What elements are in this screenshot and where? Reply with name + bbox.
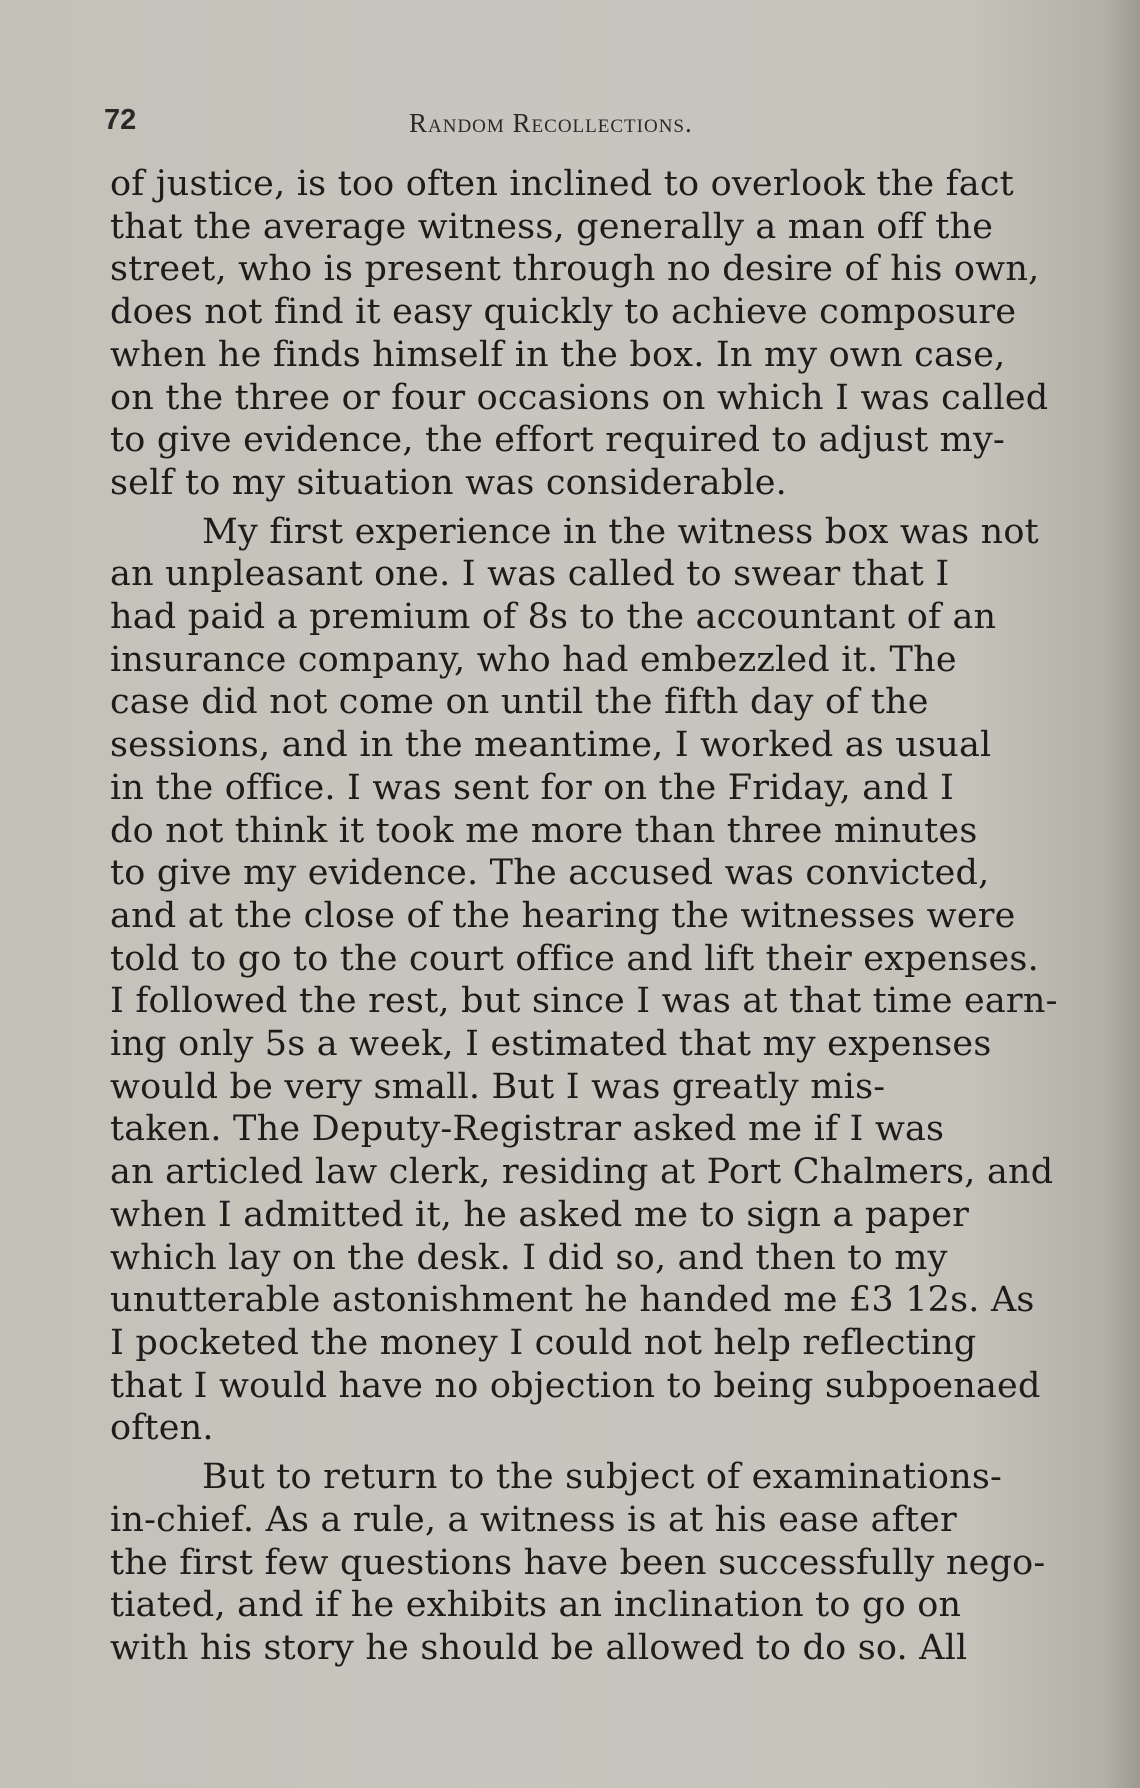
text-line: in the office. I was sent for on the Friday, and I <box>110 767 955 808</box>
text-line: when I admitted it, he asked me to sign a paper <box>110 1194 970 1235</box>
running-title: Random Recollections. <box>409 108 693 138</box>
body-text <box>110 163 1100 1670</box>
text-line: of justice, is too often inclined to overlook the fact <box>110 164 1014 204</box>
text-line: My first experience in the witness box was not <box>202 511 1039 552</box>
text-line: and at the close of the hearing the witnesses were <box>110 895 1016 936</box>
running-header <box>104 104 1056 144</box>
text-line: But to return to the subject of examinations- <box>202 1457 1003 1498</box>
text-line: when he finds himself in the box. In my own case, <box>110 334 1006 375</box>
text-line: does not find it easy quickly to achieve composure <box>110 292 1017 333</box>
text-line: had paid a premium of 8s to the accountant of an <box>110 597 997 638</box>
text-line: often. <box>110 1408 214 1449</box>
paragraph-3 <box>110 1456 1100 1670</box>
text-line: told to go to the court office and lift their expenses. <box>110 938 1039 979</box>
text-line: in-chief. As a rule, a witness is at his ease after <box>110 1499 957 1540</box>
text-line: unutterable astonishment he handed me £3 12s. As <box>110 1280 1035 1321</box>
text-line: sessions, and in the meantime, I worked as usual <box>110 725 992 766</box>
text-line: tiated, and if he exhibits an inclination to go on <box>110 1585 962 1626</box>
text-line: case did not come on until the fifth day of the <box>110 682 929 723</box>
text-line: an articled law clerk, residing at Port Chalmers, and <box>110 1152 1054 1193</box>
text-line: do not think it took me more than three minutes <box>110 810 978 851</box>
text-line: I followed the rest, but since I was at that time earn- <box>110 981 1058 1022</box>
page-number: 72 <box>104 104 137 136</box>
text-line: street, who is present through no desire of his own, <box>110 249 1040 290</box>
paragraph-2 <box>110 511 1100 1450</box>
text-line: with his story he should be allowed to do so. All <box>110 1627 968 1668</box>
text-line: which lay on the desk. I did so, and then to my <box>110 1237 948 1278</box>
text-line: I pocketed the money I could not help reflecting <box>110 1322 977 1363</box>
text-line: to give evidence, the effort required to adjust my- <box>110 420 1006 461</box>
text-line: would be very small. But I was greatly mis- <box>110 1066 886 1107</box>
text-line: to give my evidence. The accused was convicted, <box>110 853 990 894</box>
text-line: ing only 5s a week, I estimated that my expenses <box>110 1024 992 1065</box>
paragraph-1 <box>110 163 1100 505</box>
text-line: an unpleasant one. I was called to swear that I <box>110 554 950 595</box>
text-line: on the three or four occasions on which I was called <box>110 377 1049 418</box>
text-line: that the average witness, generally a man off the <box>110 206 994 247</box>
text-line: the first few questions have been successfully nego- <box>110 1542 1046 1583</box>
text-line: insurance company, who had embezzled it. The <box>110 639 957 680</box>
text-line: taken. The Deputy-Registrar asked me if I was <box>110 1109 945 1150</box>
text-line: self to my situation was considerable. <box>110 462 787 503</box>
text-line: that I would have no objection to being subpoenaed <box>110 1365 1041 1406</box>
